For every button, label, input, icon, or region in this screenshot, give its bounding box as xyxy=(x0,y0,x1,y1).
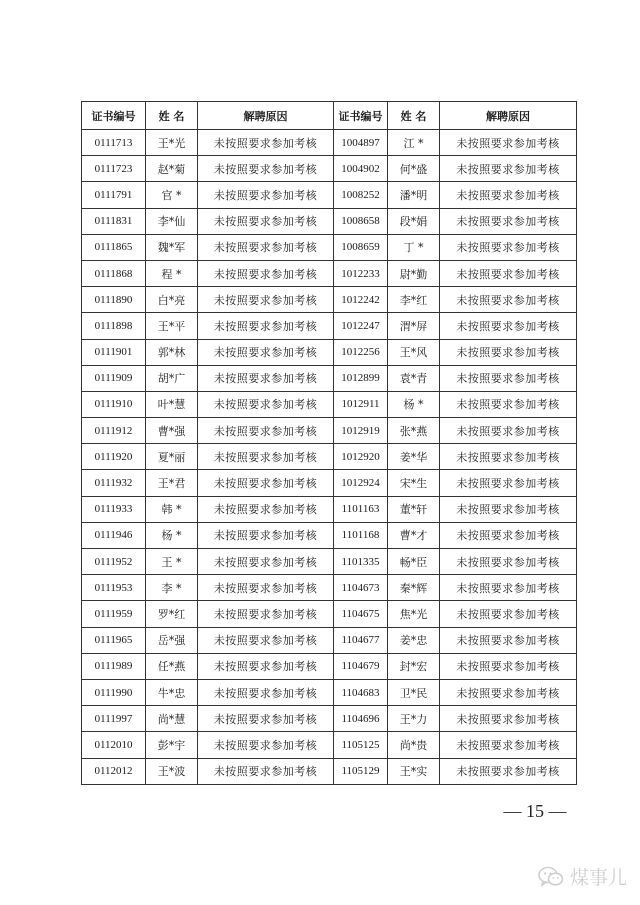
name-cell: 张*燕 xyxy=(388,418,440,444)
cert-no-cell: 1004902 xyxy=(334,156,388,182)
page-number: — 15 — xyxy=(503,801,567,821)
reason-cell: 未按照要求参加考核 xyxy=(440,470,577,496)
name-cell: 胡*广 xyxy=(146,365,198,391)
table-row xyxy=(82,653,577,679)
name-cell: 焦*光 xyxy=(388,601,440,627)
reason-cell: 未按照要求参加考核 xyxy=(440,130,577,156)
name-cell: 董*轩 xyxy=(388,496,440,522)
name-cell: 王*风 xyxy=(388,339,440,365)
table-row xyxy=(82,287,577,313)
name-cell: 渭*屏 xyxy=(388,313,440,339)
reason-cell: 未按照要求参加考核 xyxy=(440,549,577,575)
cert-no-cell: 0111953 xyxy=(82,575,146,601)
name-cell: 曹*强 xyxy=(146,418,198,444)
cert-no-cell: 0111831 xyxy=(82,208,146,234)
cert-no-cell: 0111912 xyxy=(82,418,146,444)
name-cell: 彭*宇 xyxy=(146,732,198,758)
cert-no-cell: 0111723 xyxy=(82,156,146,182)
table-row xyxy=(82,418,577,444)
cert-no-cell: 0111865 xyxy=(82,234,146,260)
table-row xyxy=(82,732,577,758)
header-reason-2: 解聘原因 xyxy=(440,102,577,130)
cert-no-cell: 0111713 xyxy=(82,130,146,156)
cert-no-cell: 1012911 xyxy=(334,391,388,417)
cert-no-cell: 1101335 xyxy=(334,549,388,575)
cert-no-cell: 0111791 xyxy=(82,182,146,208)
cert-no-cell: 1012256 xyxy=(334,339,388,365)
name-cell: 任*燕 xyxy=(146,653,198,679)
cert-no-cell: 1104677 xyxy=(334,627,388,653)
table-row xyxy=(82,575,577,601)
table-row xyxy=(82,130,577,156)
reason-cell: 未按照要求参加考核 xyxy=(198,339,334,365)
table-row xyxy=(82,391,577,417)
name-cell: 牛*忠 xyxy=(146,679,198,705)
table-row xyxy=(82,182,577,208)
reason-cell: 未按照要求参加考核 xyxy=(198,496,334,522)
name-cell: 杨 * xyxy=(388,391,440,417)
name-cell: 官 * xyxy=(146,182,198,208)
name-cell: 王*波 xyxy=(146,758,198,784)
name-cell: 韩 * xyxy=(146,496,198,522)
name-cell: 郭*林 xyxy=(146,339,198,365)
table-row xyxy=(82,339,577,365)
reason-cell: 未按照要求参加考核 xyxy=(198,130,334,156)
dismissal-table xyxy=(81,101,577,785)
name-cell: 丁 * xyxy=(388,234,440,260)
cert-no-cell: 0111965 xyxy=(82,627,146,653)
reason-cell: 未按照要求参加考核 xyxy=(198,313,334,339)
watermark-text: 煤事儿 xyxy=(570,867,628,889)
name-cell: 魏*军 xyxy=(146,234,198,260)
reason-cell: 未按照要求参加考核 xyxy=(440,365,577,391)
reason-cell: 未按照要求参加考核 xyxy=(198,549,334,575)
table-row xyxy=(82,627,577,653)
reason-cell: 未按照要求参加考核 xyxy=(440,287,577,313)
reason-cell: 未按照要求参加考核 xyxy=(440,156,577,182)
cert-no-cell: 1008252 xyxy=(334,182,388,208)
name-cell: 叶*慧 xyxy=(146,391,198,417)
reason-cell: 未按照要求参加考核 xyxy=(198,522,334,548)
cert-no-cell: 1012233 xyxy=(334,260,388,286)
reason-cell: 未按照要求参加考核 xyxy=(440,679,577,705)
name-cell: 岳*强 xyxy=(146,627,198,653)
cert-no-cell: 1012242 xyxy=(334,287,388,313)
table-row xyxy=(82,496,577,522)
name-cell: 赵*菊 xyxy=(146,156,198,182)
table-row xyxy=(82,156,577,182)
reason-cell: 未按照要求参加考核 xyxy=(198,182,334,208)
reason-cell: 未按照要求参加考核 xyxy=(440,339,577,365)
name-cell: 姜*华 xyxy=(388,444,440,470)
table-row xyxy=(82,208,577,234)
cert-no-cell: 0111909 xyxy=(82,365,146,391)
cert-no-cell: 0111890 xyxy=(82,287,146,313)
cert-no-cell: 0111997 xyxy=(82,706,146,732)
name-cell: 封*宏 xyxy=(388,653,440,679)
reason-cell: 未按照要求参加考核 xyxy=(440,653,577,679)
cert-no-cell: 0111959 xyxy=(82,601,146,627)
name-cell: 李*仙 xyxy=(146,208,198,234)
cert-no-cell: 0111910 xyxy=(82,391,146,417)
name-cell: 李 * xyxy=(146,575,198,601)
reason-cell: 未按照要求参加考核 xyxy=(440,444,577,470)
name-cell: 程 * xyxy=(146,260,198,286)
table-row xyxy=(82,234,577,260)
name-cell: 王*力 xyxy=(388,706,440,732)
watermark xyxy=(538,863,627,890)
reason-cell: 未按照要求参加考核 xyxy=(440,313,577,339)
header-reason: 解聘原因 xyxy=(198,102,334,130)
name-cell: 尚*贵 xyxy=(388,732,440,758)
reason-cell: 未按照要求参加考核 xyxy=(198,653,334,679)
reason-cell: 未按照要求参加考核 xyxy=(440,182,577,208)
reason-cell: 未按照要求参加考核 xyxy=(198,260,334,286)
cert-no-cell: 1012924 xyxy=(334,470,388,496)
reason-cell: 未按照要求参加考核 xyxy=(198,627,334,653)
cert-no-cell: 0111898 xyxy=(82,313,146,339)
cert-no-cell: 0111952 xyxy=(82,549,146,575)
reason-cell: 未按照要求参加考核 xyxy=(440,522,577,548)
cert-no-cell: 0112012 xyxy=(82,758,146,784)
name-cell: 李*红 xyxy=(388,287,440,313)
cert-no-cell: 1104696 xyxy=(334,706,388,732)
reason-cell: 未按照要求参加考核 xyxy=(198,679,334,705)
table-row xyxy=(82,549,577,575)
cert-no-cell: 1104679 xyxy=(334,653,388,679)
name-cell: 何*盛 xyxy=(388,156,440,182)
header-name-2: 姓 名 xyxy=(388,102,440,130)
name-cell: 夏*丽 xyxy=(146,444,198,470)
cert-no-cell: 1104675 xyxy=(334,601,388,627)
name-cell: 尚*慧 xyxy=(146,706,198,732)
reason-cell: 未按照要求参加考核 xyxy=(440,732,577,758)
header-cert-no-2: 证书编号 xyxy=(334,102,388,130)
reason-cell: 未按照要求参加考核 xyxy=(440,601,577,627)
header-cert-no: 证书编号 xyxy=(82,102,146,130)
table-row xyxy=(82,522,577,548)
name-cell: 杨 * xyxy=(146,522,198,548)
table-row xyxy=(82,444,577,470)
table-row xyxy=(82,679,577,705)
reason-cell: 未按照要求参加考核 xyxy=(440,260,577,286)
table-row xyxy=(82,758,577,784)
reason-cell: 未按照要求参加考核 xyxy=(198,706,334,732)
cert-no-cell: 0111990 xyxy=(82,679,146,705)
reason-cell: 未按照要求参加考核 xyxy=(440,418,577,444)
name-cell: 王*平 xyxy=(146,313,198,339)
reason-cell: 未按照要求参加考核 xyxy=(198,208,334,234)
cert-no-cell: 1012920 xyxy=(334,444,388,470)
cert-no-cell: 1012919 xyxy=(334,418,388,444)
name-cell: 潘*明 xyxy=(388,182,440,208)
reason-cell: 未按照要求参加考核 xyxy=(198,365,334,391)
cert-no-cell: 0111932 xyxy=(82,470,146,496)
reason-cell: 未按照要求参加考核 xyxy=(198,156,334,182)
wechat-icon xyxy=(538,866,564,888)
cert-no-cell: 1012247 xyxy=(334,313,388,339)
reason-cell: 未按照要求参加考核 xyxy=(440,496,577,522)
table-row xyxy=(82,706,577,732)
reason-cell: 未按照要求参加考核 xyxy=(198,444,334,470)
reason-cell: 未按照要求参加考核 xyxy=(198,287,334,313)
table-header-row xyxy=(82,102,577,130)
cert-no-cell: 0111933 xyxy=(82,496,146,522)
cert-no-cell: 1104683 xyxy=(334,679,388,705)
table-row xyxy=(82,601,577,627)
reason-cell: 未按照要求参加考核 xyxy=(440,627,577,653)
cert-no-cell: 1004897 xyxy=(334,130,388,156)
name-cell: 白*亮 xyxy=(146,287,198,313)
name-cell: 秦*辉 xyxy=(388,575,440,601)
cert-no-cell: 0111989 xyxy=(82,653,146,679)
name-cell: 袁*青 xyxy=(388,365,440,391)
cert-no-cell: 1008658 xyxy=(334,208,388,234)
table-row xyxy=(82,313,577,339)
reason-cell: 未按照要求参加考核 xyxy=(198,418,334,444)
name-cell: 卫*民 xyxy=(388,679,440,705)
cert-no-cell: 1008659 xyxy=(334,234,388,260)
cert-no-cell: 1105125 xyxy=(334,732,388,758)
reason-cell: 未按照要求参加考核 xyxy=(198,470,334,496)
name-cell: 宋*生 xyxy=(388,470,440,496)
cert-no-cell: 0111946 xyxy=(82,522,146,548)
reason-cell: 未按照要求参加考核 xyxy=(198,758,334,784)
cert-no-cell: 1101163 xyxy=(334,496,388,522)
name-cell: 王*君 xyxy=(146,470,198,496)
cert-no-cell: 0111901 xyxy=(82,339,146,365)
name-cell: 曹*才 xyxy=(388,522,440,548)
cert-no-cell: 0111920 xyxy=(82,444,146,470)
cert-no-cell: 1105129 xyxy=(334,758,388,784)
name-cell: 畅*臣 xyxy=(388,549,440,575)
cert-no-cell: 1101168 xyxy=(334,522,388,548)
reason-cell: 未按照要求参加考核 xyxy=(440,706,577,732)
cert-no-cell: 0112010 xyxy=(82,732,146,758)
name-cell: 尉*勤 xyxy=(388,260,440,286)
table-row xyxy=(82,365,577,391)
name-cell: 罗*红 xyxy=(146,601,198,627)
table-body xyxy=(82,130,577,785)
reason-cell: 未按照要求参加考核 xyxy=(440,208,577,234)
reason-cell: 未按照要求参加考核 xyxy=(440,391,577,417)
cert-no-cell: 0111868 xyxy=(82,260,146,286)
table-row xyxy=(82,470,577,496)
reason-cell: 未按照要求参加考核 xyxy=(440,575,577,601)
header-name: 姓 名 xyxy=(146,102,198,130)
reason-cell: 未按照要求参加考核 xyxy=(198,575,334,601)
reason-cell: 未按照要求参加考核 xyxy=(198,732,334,758)
name-cell: 王*光 xyxy=(146,130,198,156)
cert-no-cell: 1104673 xyxy=(334,575,388,601)
reason-cell: 未按照要求参加考核 xyxy=(198,391,334,417)
name-cell: 段*娟 xyxy=(388,208,440,234)
name-cell: 姜*忠 xyxy=(388,627,440,653)
reason-cell: 未按照要求参加考核 xyxy=(440,758,577,784)
name-cell: 江 * xyxy=(388,130,440,156)
cert-no-cell: 1012899 xyxy=(334,365,388,391)
table-row xyxy=(82,260,577,286)
reason-cell: 未按照要求参加考核 xyxy=(198,234,334,260)
reason-cell: 未按照要求参加考核 xyxy=(440,234,577,260)
reason-cell: 未按照要求参加考核 xyxy=(198,601,334,627)
name-cell: 王 * xyxy=(146,549,198,575)
name-cell: 王*实 xyxy=(388,758,440,784)
